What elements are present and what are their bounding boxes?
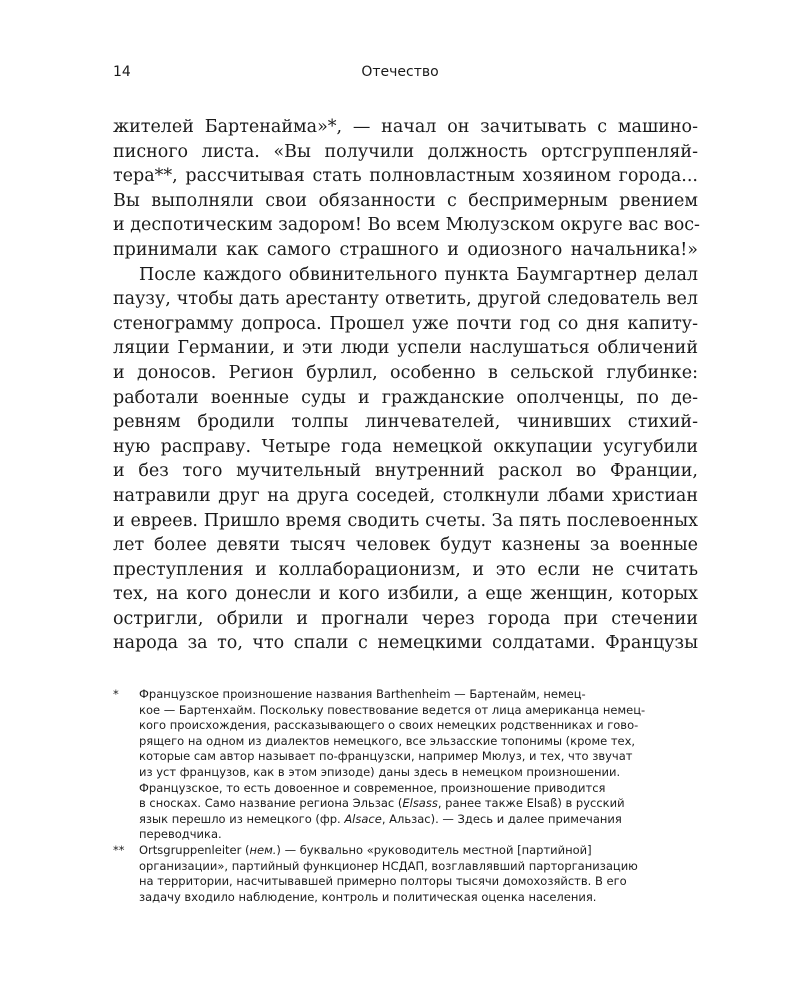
footnote-marker: *	[113, 687, 119, 701]
footnote-2	[113, 843, 673, 905]
footnote-line: организации», партийный функционер НСДАП, возглавлявший парторганизацию	[139, 858, 638, 873]
text-line: Вы выполняли свои обязанности с беспримерным рвением	[113, 190, 698, 211]
text-line: и без того мучительный внутренний раскол во Франции,	[113, 461, 698, 482]
text-line: лет более девяти тысяч человек будут казнены за военные	[113, 535, 698, 556]
footnote-line: кое — Бартенхайм. Поскольку повествование ведется от лица американца немец-	[139, 702, 646, 717]
text-line: тера**, рассчитывая стать полновластным хозяином города...	[113, 166, 698, 187]
footnote-line: рящего на одном из диалектов немецкого, все эльзасские топонимы (кроме тех,	[139, 733, 636, 748]
text-line: и евреев. Пришло время сводить счеты. За пять послевоенных	[113, 510, 698, 531]
page-number: 14	[113, 64, 131, 80]
text-line: тех, на кого донесли и кого избили, а еще женщин, которых	[113, 584, 698, 605]
text-line: работали военные суды и гражданские ополченцы, по де-	[113, 387, 698, 408]
footnote-line: задачу входило наблюдение, контроль и политическая оценка населения.	[139, 889, 597, 904]
footnote-line: в сносках. Само название региона Эльзас (Elsass, ранее также Elsaß) в русский	[139, 796, 625, 811]
footnote-line: кого происхождения, рассказывающего о своих немецких родственниках и гово-	[139, 718, 639, 733]
footnote-line: язык перешло из немецкого (фр. Alsace, Альзас). — Здесь и далее примечания	[139, 811, 622, 826]
footnote-line: на территории, насчитывавшей примерно полторы тысячи домохозяйств. В его	[139, 874, 627, 889]
text-line: и деспотическим задором! Во всем Мюлузском округе вас вос-	[113, 215, 700, 236]
text-line: принимали как самого страшного и одиозного начальника!»	[113, 239, 698, 260]
text-line: писного листа. «Вы получили должность ортсгруппенляй-	[113, 141, 698, 162]
footnote-line: Французское, то есть довоенное и современное, произношение приводится	[139, 780, 606, 795]
text-line: натравили друг на друга соседей, столкнули лбами христиан	[113, 485, 698, 506]
footnote-line: переводчика.	[139, 827, 222, 842]
text-line: остригли, обрили и прогнали через города при стечении	[113, 608, 698, 629]
footnote-line: которые сам автор называет по-французски, например Мюлуз, и тех, что звучат	[139, 749, 633, 764]
footnote-marker: **	[113, 842, 125, 857]
footnote-body	[113, 843, 673, 905]
text-line: После каждого обвинительного пункта Баумгартнер делал	[139, 264, 698, 285]
text-line: ляции Германии, и эти люди успели наслушаться обличений	[113, 338, 698, 359]
main-text	[113, 115, 698, 656]
footnote-1	[113, 687, 673, 843]
text-line: преступления и коллаборационизм, и это если не считать	[113, 559, 698, 580]
footnote-line: Французское произношение названия Barthenheim — Бартенайм, немец-	[139, 687, 586, 701]
footnote-body	[113, 687, 673, 843]
text-line: и доносов. Регион бурлил, особенно в сельской глубинке:	[113, 362, 698, 383]
footnote-line: Ortsgruppenleiter (нем.) — буквально «руководитель местной [партийной]	[139, 842, 592, 857]
text-line: ревням бродили толпы линчевателей, чинивших стихий-	[113, 412, 698, 433]
text-line: стенограмму допроса. Прошел уже почти год со дня капиту-	[113, 313, 698, 334]
text-line: ную расправу. Четыре года немецкой оккупации усугубили	[113, 436, 698, 457]
footnote-line: из уст французов, как в этом эпизоде) даны здесь в немецком произношении.	[139, 764, 621, 779]
running-title: Отечество	[361, 64, 439, 80]
text-line: народа за то, что спали с немецкими солдатами. Французы	[113, 633, 698, 654]
text-line: жителей Бартенайма»*, — начал он зачитывать с машино-	[113, 117, 698, 137]
footnotes	[113, 687, 673, 905]
text-line: паузу, чтобы дать арестанту ответить, другой следователь вел	[113, 289, 698, 310]
